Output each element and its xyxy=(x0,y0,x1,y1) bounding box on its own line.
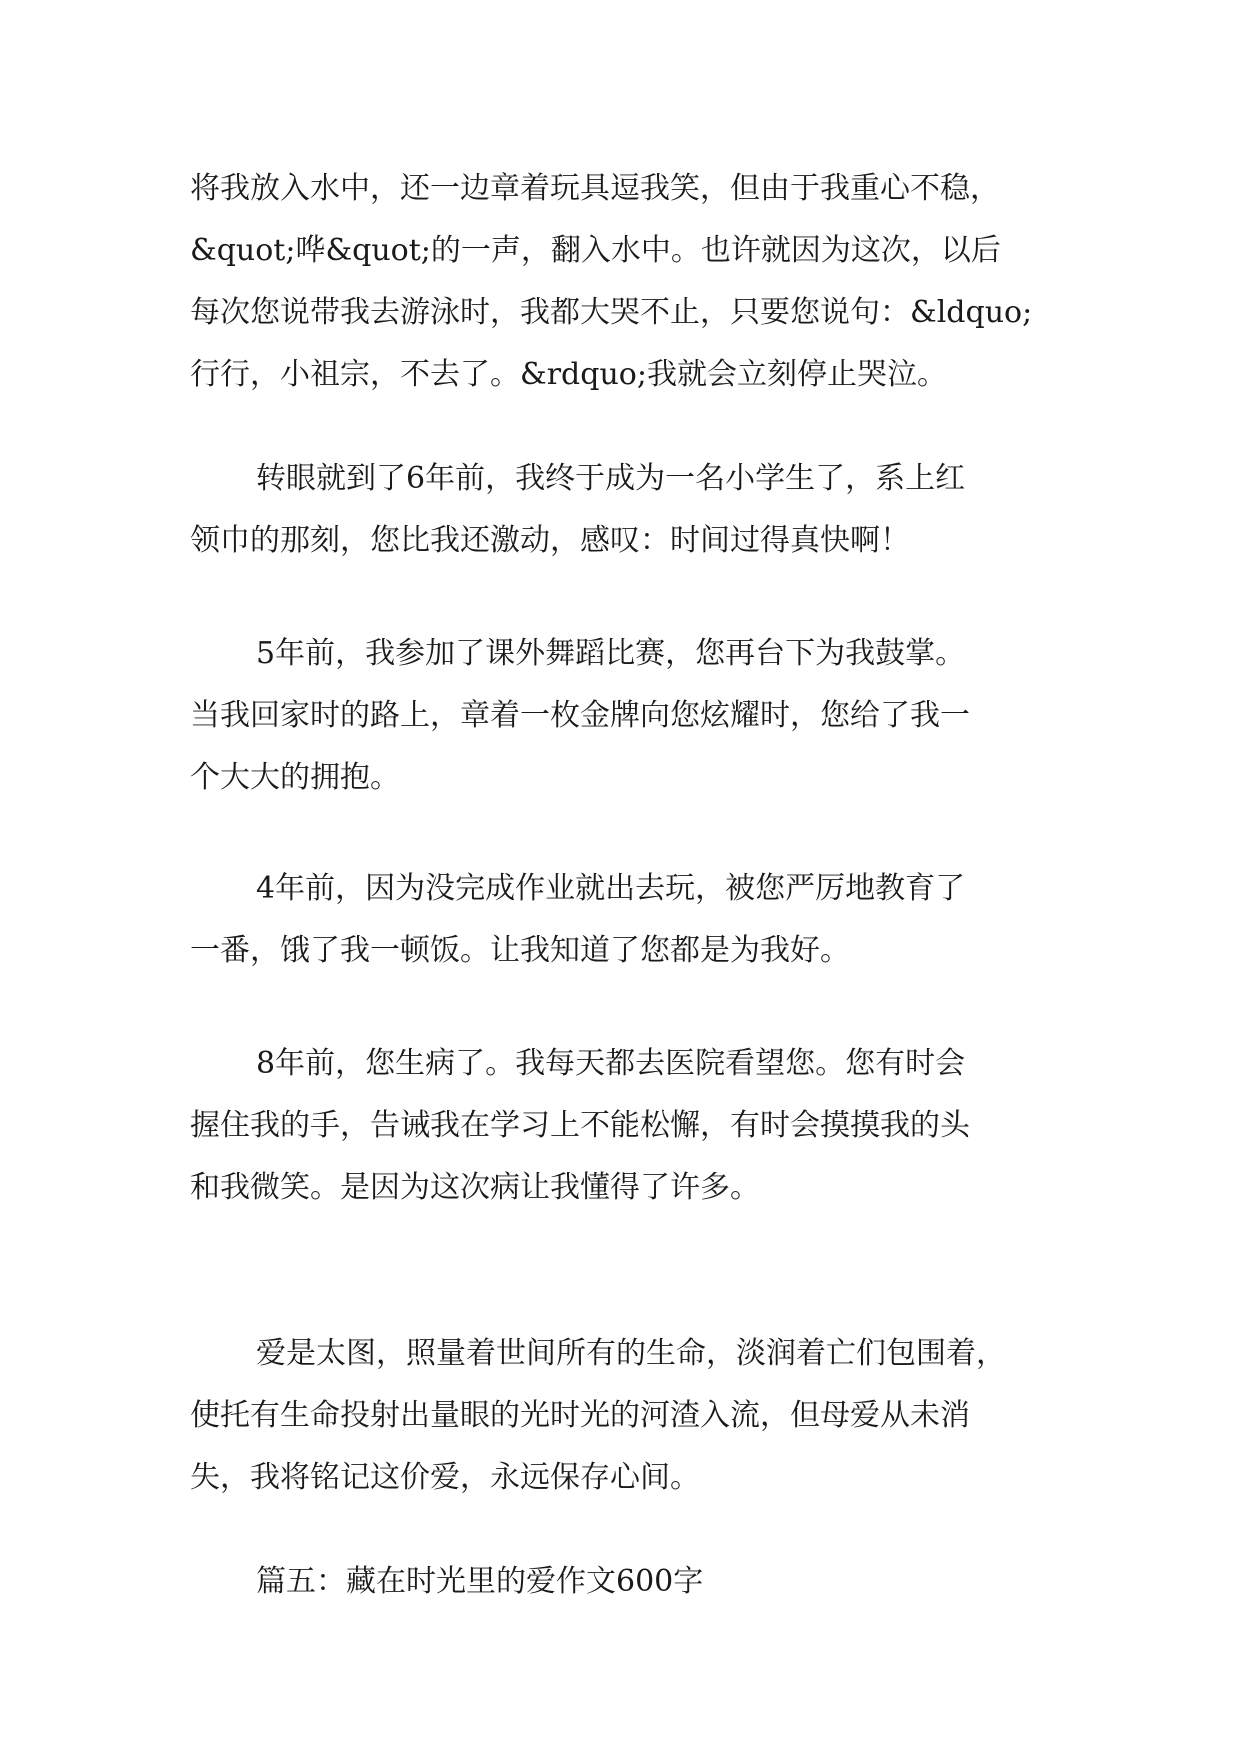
text-line: 8年前，您生病了。我每天都去医院看望您。您有时会 xyxy=(256,1046,966,1081)
text-line: 转眼就到了6年前，我终于成为一名小学生了，系上红 xyxy=(256,461,966,496)
section-heading xyxy=(190,1551,1070,1613)
text-line: 失，我将铭记这价爱，永远保存心间。 xyxy=(190,1460,700,1495)
section-title: 篇五：藏在时光里的爱作文600字 xyxy=(256,1564,704,1599)
text-line: 和我微笑。是因为这次病让我懂得了许多。 xyxy=(190,1170,760,1205)
text-line: 将我放入水中，还一边章着玩具逗我笑，但由于我重心不稳， xyxy=(190,171,1000,206)
text-line: 爱是太图，照量着世间所有的生命，淡润着亡们包围着， xyxy=(256,1336,1006,1371)
text-line: 当我回家时的路上，章着一枚金牌向您炫耀时，您给了我一 xyxy=(190,698,970,733)
text-line: 行行，小祖宗，不去了。&rdquo;我就会立刻停止哭泣。 xyxy=(190,357,947,392)
paragraph-swimming-memory xyxy=(190,158,1070,406)
paragraph-six-years-ago xyxy=(190,448,1070,572)
paragraph-five-years-ago xyxy=(190,623,1070,809)
paragraph-eight-years-ago xyxy=(190,1033,1070,1219)
text-line: &quot;哗&quot;的一声，翻入水中。也许就因为这次，以后 xyxy=(190,233,1001,268)
text-line: 领巾的那刻，您比我还激动，感叹：时间过得真快啊！ xyxy=(190,523,910,558)
text-line: 一番，饿了我一顿饭。让我知道了您都是为我好。 xyxy=(190,933,850,968)
text-line: 使托有生命投射出量眼的光时光的河渣入流，但母爱从未消 xyxy=(190,1398,970,1433)
paragraph-four-years-ago xyxy=(190,858,1070,982)
text-line: 4年前，因为没完成作业就出去玩，被您严厉地教育了 xyxy=(256,871,966,906)
text-line: 每次您说带我去游泳时，我都大哭不止，只要您说句：&ldquo; xyxy=(190,295,1033,330)
text-line: 握住我的手，告诫我在学习上不能松懈，有时会摸摸我的头 xyxy=(190,1108,970,1143)
text-line: 5年前，我参加了课外舞蹈比赛，您再台下为我鼓掌。 xyxy=(256,636,966,671)
paragraph-love-conclusion xyxy=(190,1323,1070,1509)
text-line: 个大大的拥抱。 xyxy=(190,760,400,795)
